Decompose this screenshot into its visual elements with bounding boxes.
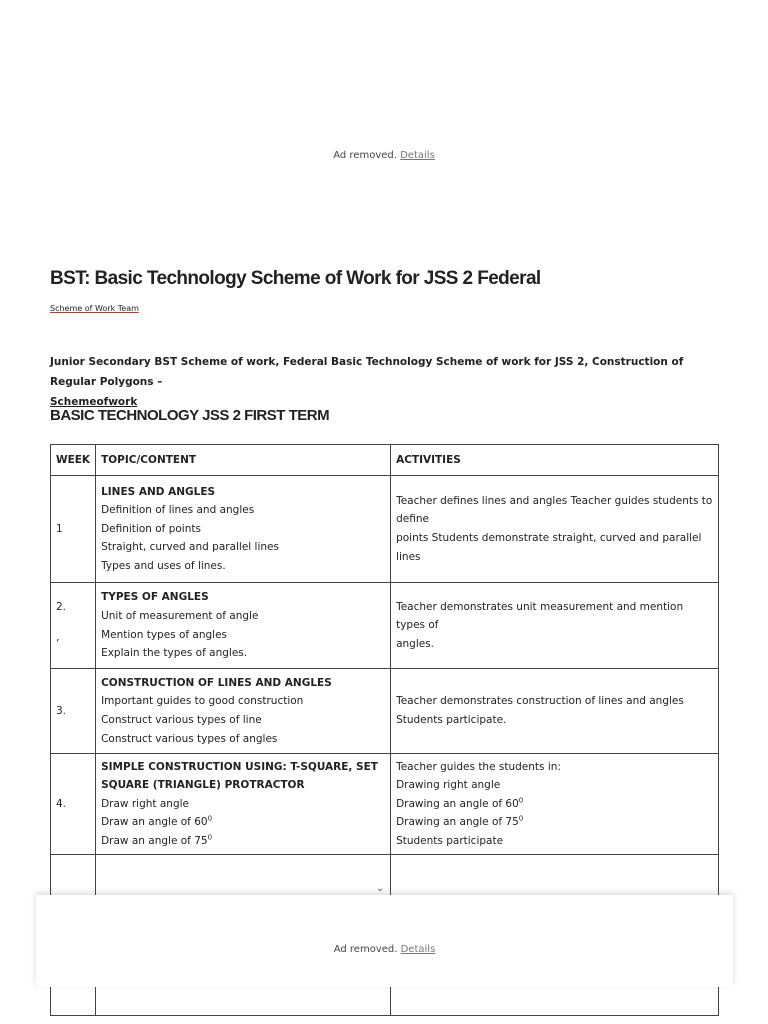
topic-cell xyxy=(96,476,391,583)
topic-line: Important guides to good construction xyxy=(101,695,304,708)
ad-details-link[interactable]: Details xyxy=(400,150,435,161)
ad-removed-label: Ad removed. xyxy=(333,150,397,161)
table-row xyxy=(51,669,719,754)
degree-superscript: 0 xyxy=(207,833,213,842)
topic-title: SQUARE (TRIANGLE) PROTRACTOR xyxy=(101,779,305,792)
author-link[interactable]: Scheme of Work Team xyxy=(50,304,139,313)
activity-line-text: Drawing an angle of 75 xyxy=(396,816,519,829)
activity-cell xyxy=(391,583,719,669)
activity-line-text: Drawing an angle of 60 xyxy=(396,797,519,810)
topic-line-text: Draw an angle of 75 xyxy=(101,834,208,847)
header-activities: ACTIVITIES xyxy=(391,445,719,476)
activity-line: Teacher guides the students in: xyxy=(396,760,561,773)
table-row xyxy=(51,476,719,583)
topic-line: Definition of lines and angles xyxy=(101,504,255,517)
activity-line: Drawing right angle xyxy=(396,779,501,792)
topic-cell xyxy=(96,669,391,754)
activity-line: Teacher defines lines and angles Teacher guides students to define xyxy=(396,494,713,526)
week-mark: ’ xyxy=(56,637,60,650)
header-week: WEEK xyxy=(51,445,96,476)
ad-placeholder-bottom xyxy=(36,883,733,987)
topic-line: Definition of points xyxy=(101,522,201,535)
activity-cell xyxy=(391,669,719,754)
degree-superscript: 0 xyxy=(518,796,524,805)
activity-cell xyxy=(391,476,719,583)
topic-title: SIMPLE CONSTRUCTION USING: T-SQUARE, SET xyxy=(101,760,378,773)
chevron-down-icon[interactable]: ⌄ xyxy=(376,883,385,894)
activity-line xyxy=(396,813,713,832)
degree-superscript: 0 xyxy=(518,814,524,823)
topic-line: Draw right angle xyxy=(101,797,189,810)
topic-title: TYPES OF ANGLES xyxy=(101,591,209,604)
header-topic: TOPIC/CONTENT xyxy=(96,445,391,476)
activity-cell xyxy=(391,754,719,855)
ad-notice xyxy=(36,944,733,955)
table-header-row xyxy=(51,445,719,476)
topic-title: CONSTRUCTION OF LINES AND ANGLES xyxy=(101,676,332,689)
topic-line xyxy=(101,832,385,851)
table-row xyxy=(51,583,719,669)
activity-line: Teacher demonstrates unit measurement and mention types of xyxy=(396,600,684,632)
activity-line: Teacher demonstrates construction of lines and angles xyxy=(396,695,684,708)
topic-cell xyxy=(96,754,391,855)
schemeofwork-link[interactable]: Schemeofwork xyxy=(50,396,138,408)
week-cell: 3. xyxy=(51,669,96,754)
topic-line: Unit of measurement of angle xyxy=(101,609,259,622)
topic-cell xyxy=(96,583,391,669)
topic-line: Explain the types of angles. xyxy=(101,647,248,660)
week-cell: 1 xyxy=(51,476,96,583)
topic-line-text: Draw an angle of 60 xyxy=(101,816,208,829)
ad-removed-label: Ad removed. xyxy=(333,944,398,955)
topic-line: Straight, curved and parallel lines xyxy=(101,541,279,554)
intro-paragraph xyxy=(50,352,710,412)
activity-line: Students participate xyxy=(396,834,504,847)
article-title: BST: Basic Technology Scheme of Work for JSS 2 Federal xyxy=(50,268,541,289)
ad-details-link[interactable]: Details xyxy=(400,944,436,955)
activity-line: angles. xyxy=(396,637,435,650)
topic-line: Mention types of angles xyxy=(101,628,228,641)
week-number: 2. xyxy=(56,600,67,613)
activity-line xyxy=(396,795,713,814)
intro-text: Junior Secondary BST Scheme of work, Federal Basic Technology Scheme of work for JSS 2, Construction of Regular Polygons – xyxy=(50,356,684,388)
week-cell: 4. xyxy=(51,754,96,855)
table-row xyxy=(51,754,719,855)
topic-line: Types and uses of lines. xyxy=(101,559,226,572)
activity-line: Students participate. xyxy=(396,714,507,726)
ad-placeholder-top xyxy=(0,150,768,161)
topic-line: Construct various types of line xyxy=(101,714,262,726)
topic-title: LINES AND ANGLES xyxy=(101,485,216,498)
topic-line xyxy=(101,813,385,832)
section-heading: BASIC TECHNOLOGY JSS 2 FIRST TERM xyxy=(50,407,330,424)
topic-line: Construct various types of angles xyxy=(101,732,278,745)
activity-line: points Students demonstrate straight, curved and parallel lines xyxy=(396,532,702,563)
week-cell xyxy=(51,583,96,669)
degree-superscript: 0 xyxy=(207,814,213,823)
